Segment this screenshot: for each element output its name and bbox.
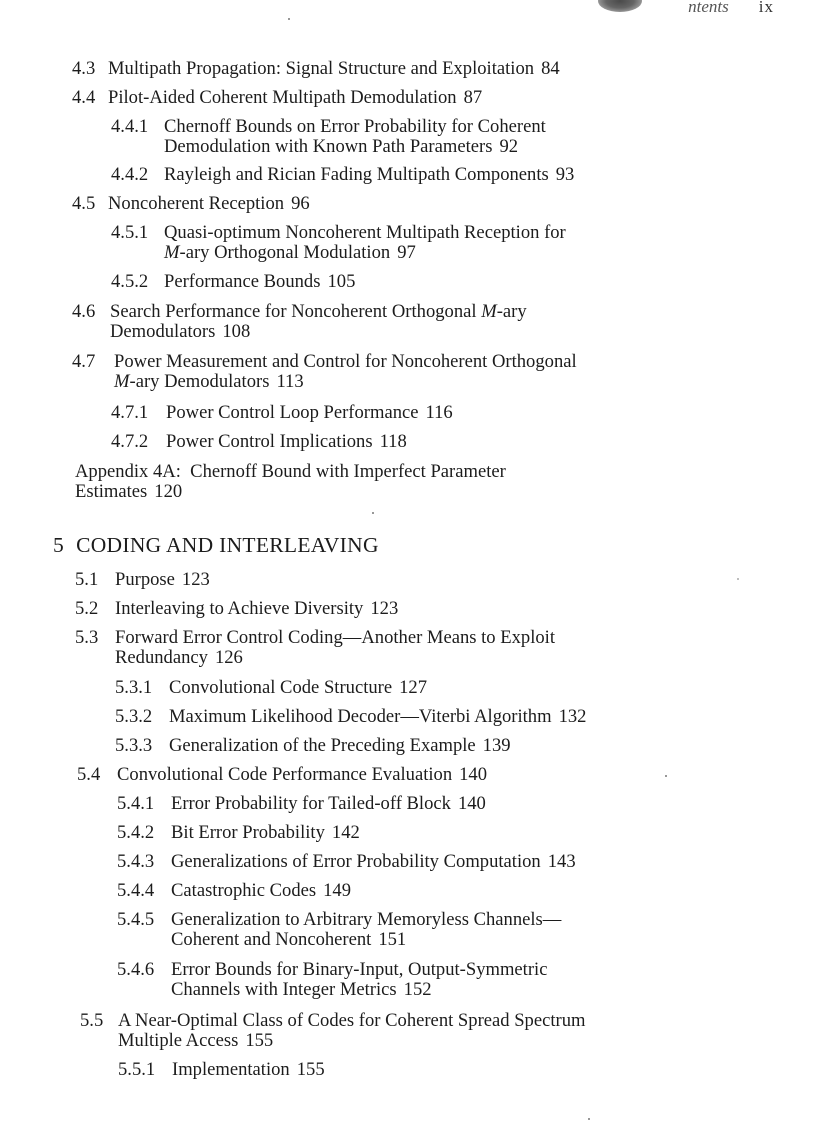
toc-entry-4-7-1: 4.7.1 Power Control Loop Performance 116 (111, 402, 453, 423)
chapter-number: 5 (53, 533, 65, 557)
toc-entry-5-4-4: 5.4.4 Catastrophic Codes 149 (117, 880, 351, 901)
toc-entry-4-6: 4.6 Search Performance for Noncoherent Orthogonal M-ary Demodulators 108 (72, 301, 527, 342)
toc-entry-5-5-1: 5.5.1 Implementation 155 (118, 1059, 325, 1080)
toc-entry-5-5: 5.5 A Near-Optimal Class of Codes for Coherent Spread Spectrum Multiple Access 155 (80, 1010, 586, 1051)
toc-entry-5-1: 5.1 Purpose 123 (75, 569, 210, 590)
toc-entry-4-4: 4.4 Pilot-Aided Coherent Multipath Demodulation 87 (72, 87, 483, 108)
chapter-title: CODING AND INTERLEAVING (76, 533, 379, 557)
toc-entry-4-5-2: 4.5.2 Performance Bounds 105 (111, 271, 356, 292)
scan-speck (665, 775, 667, 777)
page-number: ix (758, 0, 774, 16)
scan-speck (372, 512, 374, 514)
scan-speck (288, 18, 290, 20)
toc-entry-4-4-2: 4.4.2 Rayleigh and Rician Fading Multipath Components 93 (111, 164, 575, 185)
toc-entry-4-5: 4.5 Noncoherent Reception 96 (72, 193, 310, 214)
toc-entry-5-4-1: 5.4.1 Error Probability for Tailed-off Block 140 (117, 793, 486, 814)
toc-entry-5-4-5: 5.4.5 Generalization to Arbitrary Memoryless Channels— Coherent and Noncoherent 151 (117, 909, 562, 950)
toc-entry-5-3: 5.3 Forward Error Control Coding—Another Means to Exploit Redundancy 126 (75, 627, 555, 668)
scan-speck (737, 578, 739, 580)
toc-entry-5-3-1: 5.3.1 Convolutional Code Structure 127 (115, 677, 427, 698)
running-head-title: ntents (688, 0, 729, 16)
toc-entry-5-4: 5.4 Convolutional Code Performance Evaluation 140 (77, 764, 488, 785)
toc-entry-5-3-3: 5.3.3 Generalization of the Preceding Example 139 (115, 735, 511, 756)
toc-entry-5-4-2: 5.4.2 Bit Error Probability 142 (117, 822, 360, 843)
toc-entry-4-7: 4.7 Power Measurement and Control for Noncoherent Orthogonal M-ary Demodulators 113 (72, 351, 577, 392)
toc-entry-4-3: 4.3 Multipath Propagation: Signal Structure and Exploitation 84 (72, 58, 560, 79)
toc-entry-4-4-1: 4.4.1 Chernoff Bounds on Error Probability for Coherent Demodulation with Known Path Parameters 92 (111, 116, 546, 157)
toc-entry-5-3-2: 5.3.2 Maximum Likelihood Decoder—Viterbi Algorithm 132 (115, 706, 587, 727)
toc-entry-5-2: 5.2 Interleaving to Achieve Diversity 123 (75, 598, 399, 619)
toc-entry-appendix-4a: Appendix 4A: Chernoff Bound with Imperfect Parameter Estimates 120 (75, 461, 506, 502)
scan-speck (588, 1118, 590, 1120)
toc-entry-4-7-2: 4.7.2 Power Control Implications 118 (111, 431, 407, 452)
toc-entry-5-4-3: 5.4.3 Generalizations of Error Probability Computation 143 (117, 851, 576, 872)
toc-entry-4-5-1: 4.5.1 Quasi-optimum Noncoherent Multipath Reception for M-ary Orthogonal Modulation 97 (111, 222, 566, 263)
chapter-heading (53, 533, 379, 558)
toc-entry-5-4-6: 5.4.6 Error Bounds for Binary-Input, Output-Symmetric Channels with Integer Metrics 152 (117, 959, 548, 1000)
